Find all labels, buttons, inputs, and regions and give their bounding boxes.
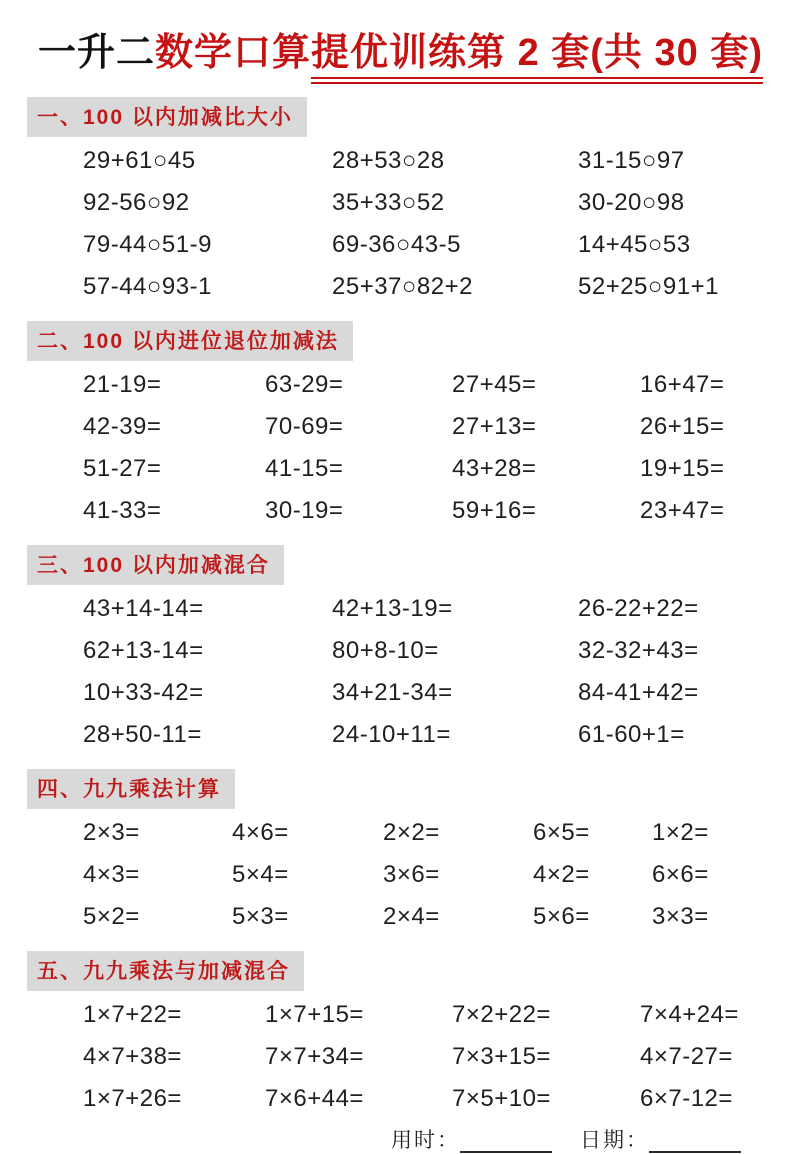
problem-cell: 61-60+1= xyxy=(578,720,685,748)
problem-cell: 31-15○97 xyxy=(578,146,685,174)
problem-cell: 1×7+22= xyxy=(83,1000,182,1028)
problem-cell: 42-39= xyxy=(83,412,162,440)
sections xyxy=(38,97,755,1120)
problem-cell: 30-20○98 xyxy=(578,188,685,216)
problem-cell: 25+37○82+2 xyxy=(332,272,473,300)
section-heading xyxy=(38,769,755,809)
problem-cell: 5×3= xyxy=(232,902,289,930)
problem-cell: 14+45○53 xyxy=(578,230,691,258)
problem-cell: 4×3= xyxy=(83,860,140,888)
title-underlined-part: 提优训练第 2 套(共 30 套) xyxy=(311,32,763,84)
problem-cell: 69-36○43-5 xyxy=(332,230,461,258)
problem-cell: 27+45= xyxy=(452,370,537,398)
title-subject-part: 数学口算 xyxy=(155,32,312,74)
problem-cell: 34+21-34= xyxy=(332,678,453,706)
problem-cell: 23+47= xyxy=(640,496,725,524)
time-label: 用时： xyxy=(391,1128,460,1152)
problem-grid xyxy=(83,812,755,938)
problem-cell: 41-33= xyxy=(83,496,162,524)
problem-cell: 2×4= xyxy=(383,902,440,930)
problem-cell: 7×2+22= xyxy=(452,1000,551,1028)
section-heading xyxy=(38,321,755,361)
problem-cell: 41-15= xyxy=(265,454,344,482)
section-heading-text: 四、九九乘法计算 xyxy=(27,769,235,809)
section-heading-text: 二、100 以内进位退位加减法 xyxy=(27,321,353,361)
problem-grid xyxy=(83,364,755,532)
section-heading xyxy=(38,545,755,585)
problem-cell: 6×6= xyxy=(652,860,709,888)
problem-cell: 4×6= xyxy=(232,818,289,846)
date-label: 日期： xyxy=(580,1128,649,1152)
problem-cell: 92-56○92 xyxy=(83,188,190,216)
section-4 xyxy=(38,769,755,938)
problem-cell: 4×2= xyxy=(533,860,590,888)
problem-grid xyxy=(83,994,755,1120)
problem-cell: 7×5+10= xyxy=(452,1084,551,1112)
date-blank xyxy=(649,1131,741,1153)
problem-cell: 19+15= xyxy=(640,454,725,482)
problem-cell: 2×2= xyxy=(383,818,440,846)
problem-cell: 2×3= xyxy=(83,818,140,846)
problem-grid xyxy=(83,588,755,756)
problem-cell: 43+14-14= xyxy=(83,594,204,622)
problem-cell: 7×6+44= xyxy=(265,1084,364,1112)
problem-cell: 10+33-42= xyxy=(83,678,204,706)
problem-cell: 7×3+15= xyxy=(452,1042,551,1070)
problem-cell: 7×4+24= xyxy=(640,1000,739,1028)
section-heading-text: 三、100 以内加减混合 xyxy=(27,545,284,585)
problem-cell: 26-22+22= xyxy=(578,594,699,622)
worksheet-page xyxy=(0,28,793,1150)
problem-cell: 24-10+11= xyxy=(332,720,451,748)
problem-cell: 5×4= xyxy=(232,860,289,888)
time-blank xyxy=(460,1131,552,1153)
problem-cell: 35+33○52 xyxy=(332,188,445,216)
problem-cell: 6×7-12= xyxy=(640,1084,733,1112)
title-grade-part: 一升二 xyxy=(38,32,156,74)
problem-cell: 21-19= xyxy=(83,370,162,398)
problem-cell: 3×3= xyxy=(652,902,709,930)
section-heading xyxy=(38,951,755,991)
problem-grid xyxy=(83,140,755,308)
problem-cell: 7×7+34= xyxy=(265,1042,364,1070)
problem-cell: 6×5= xyxy=(533,818,590,846)
problem-cell: 3×6= xyxy=(383,860,440,888)
problem-cell: 26+15= xyxy=(640,412,725,440)
problem-cell: 84-41+42= xyxy=(578,678,699,706)
section-heading xyxy=(38,97,755,137)
problem-cell: 5×2= xyxy=(83,902,140,930)
problem-cell: 63-29= xyxy=(265,370,344,398)
problem-cell: 1×7+26= xyxy=(83,1084,182,1112)
problem-cell: 1×2= xyxy=(652,818,709,846)
section-heading-text: 五、九九乘法与加减混合 xyxy=(27,951,304,991)
problem-cell: 51-27= xyxy=(83,454,162,482)
section-2 xyxy=(38,321,755,532)
problem-cell: 43+28= xyxy=(452,454,537,482)
problem-cell: 4×7+38= xyxy=(83,1042,182,1070)
page-title xyxy=(38,28,763,84)
problem-cell: 59+16= xyxy=(452,496,537,524)
section-5 xyxy=(38,951,755,1120)
problem-cell: 52+25○91+1 xyxy=(578,272,719,300)
problem-cell: 1×7+15= xyxy=(265,1000,364,1028)
footer xyxy=(38,1124,755,1154)
problem-cell: 57-44○93-1 xyxy=(83,272,212,300)
problem-cell: 27+13= xyxy=(452,412,537,440)
problem-cell: 4×7-27= xyxy=(640,1042,733,1070)
problem-cell: 32-32+43= xyxy=(578,636,699,664)
problem-cell: 5×6= xyxy=(533,902,590,930)
problem-cell: 29+61○45 xyxy=(83,146,196,174)
problem-cell: 16+47= xyxy=(640,370,725,398)
section-3 xyxy=(38,545,755,756)
section-1 xyxy=(38,97,755,308)
problem-cell: 30-19= xyxy=(265,496,344,524)
problem-cell: 80+8-10= xyxy=(332,636,439,664)
problem-cell: 79-44○51-9 xyxy=(83,230,212,258)
problem-cell: 28+53○28 xyxy=(332,146,445,174)
problem-cell: 62+13-14= xyxy=(83,636,204,664)
section-heading-text: 一、100 以内加减比大小 xyxy=(27,97,307,137)
problem-cell: 70-69= xyxy=(265,412,344,440)
problem-cell: 42+13-19= xyxy=(332,594,453,622)
problem-cell: 28+50-11= xyxy=(83,720,202,748)
